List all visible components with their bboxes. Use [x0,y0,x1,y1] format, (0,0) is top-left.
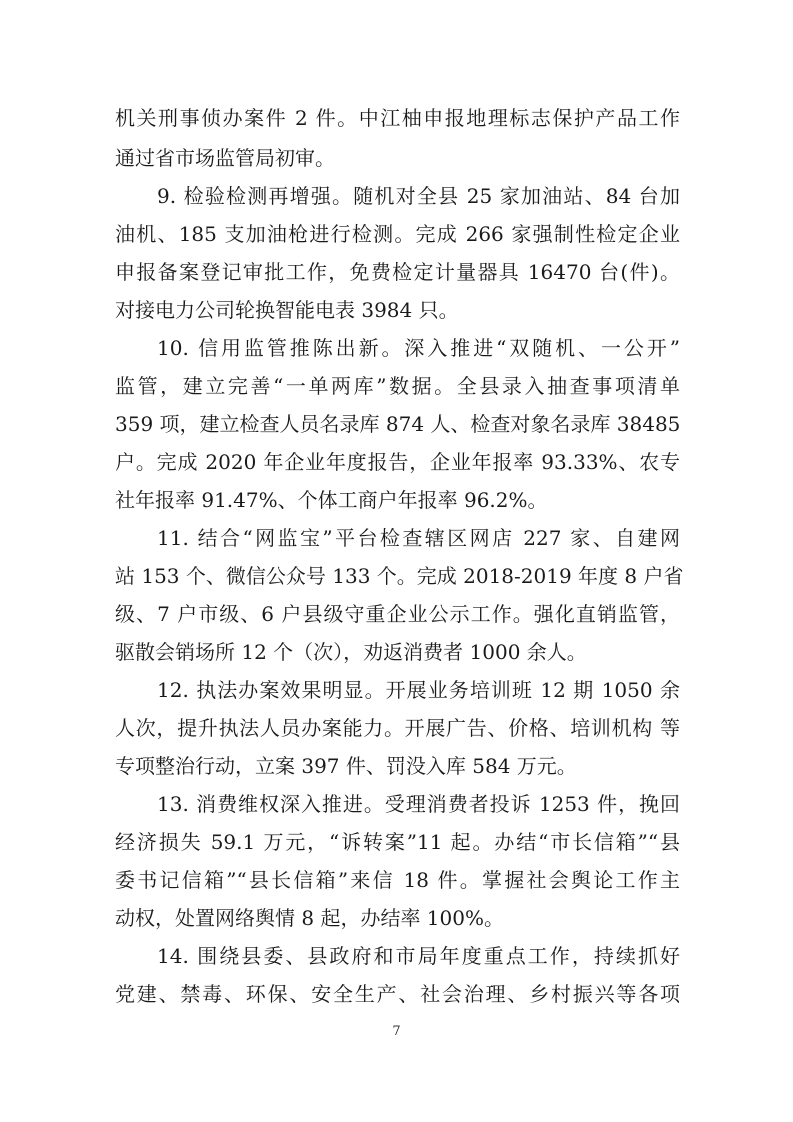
text-line: 社年报率 91.47%、个体工商户年报率 96.2%。 [115,488,548,512]
text-line: 级、7 户市级、6 户县级守重企业公示工作。强化直销监管， [115,602,680,626]
text-line: 13. 消费维权深入推进。受理消费者投诉 1253 件，挽回 [157,792,680,816]
text-line: 站 153 个、微信公众号 133 个。完成 2018-2019 年度 8 户省 [115,564,684,588]
text-line: 驱散会销场所 12 个（次），劝返消费者 1000 余人。 [115,640,587,664]
text-line: 动权，处置网络舆情 8 起，办结率 100%。 [115,906,504,930]
text-line: 油机、185 支加油枪进行检测。完成 266 家强制性检定企业 [115,222,680,246]
text-line: 9. 检验检测再增强。随机对全县 25 家加油站、84 台加 [157,184,680,208]
text-line: 户。完成 2020 年企业年度报告，企业年报率 93.33%、农专 [115,450,680,474]
text-line: 14. 围绕县委、县政府和市局年度重点工作，持续抓好 [157,944,680,968]
page-number: 7 [392,1024,401,1039]
text-line: 10. 信用监管推陈出新。深入推进“双随机、一公开” [157,336,680,360]
text-line: 经济损失 59.1 万元，“诉转案”11 起。办结“市长信箱”“县 [115,830,680,854]
text-line: 机关刑事侦办案件 2 件。中江柚申报地理标志保护产品工作 [115,106,680,130]
text-line: 通过省市场监管局初审。 [115,146,335,170]
text-line: 359 项，建立检查人员名录库 874 人、检查对象名录库 38485 [115,412,681,436]
text-line: 监管，建立完善“一单两库”数据。全县录入抽查事项清单 [115,374,680,398]
text-line: 委书记信箱”“县长信箱”来信 18 件。掌握社会舆论工作主 [115,868,680,892]
text-line: 党建、禁毒、环保、安全生产、社会治理、乡村振兴等各项 [115,982,680,1006]
text-line: 11. 结合“网监宝”平台检查辖区网店 227 家、自建网 [157,526,680,550]
text-line: 对接电力公司轮换智能电表 3984 只。 [115,298,459,322]
text-line: 申报备案登记审批工作，免费检定计量器具 16470 台(件)。 [115,260,680,284]
text-line: 12. 执法办案效果明显。开展业务培训班 12 期 1050 余 [157,678,680,702]
text-line: 专项整治行动，立案 397 件、罚没入库 584 万元。 [115,754,577,778]
text-line: 人次，提升执法人员办案能力。开展广告、价格、培训机构 等 [115,716,680,740]
